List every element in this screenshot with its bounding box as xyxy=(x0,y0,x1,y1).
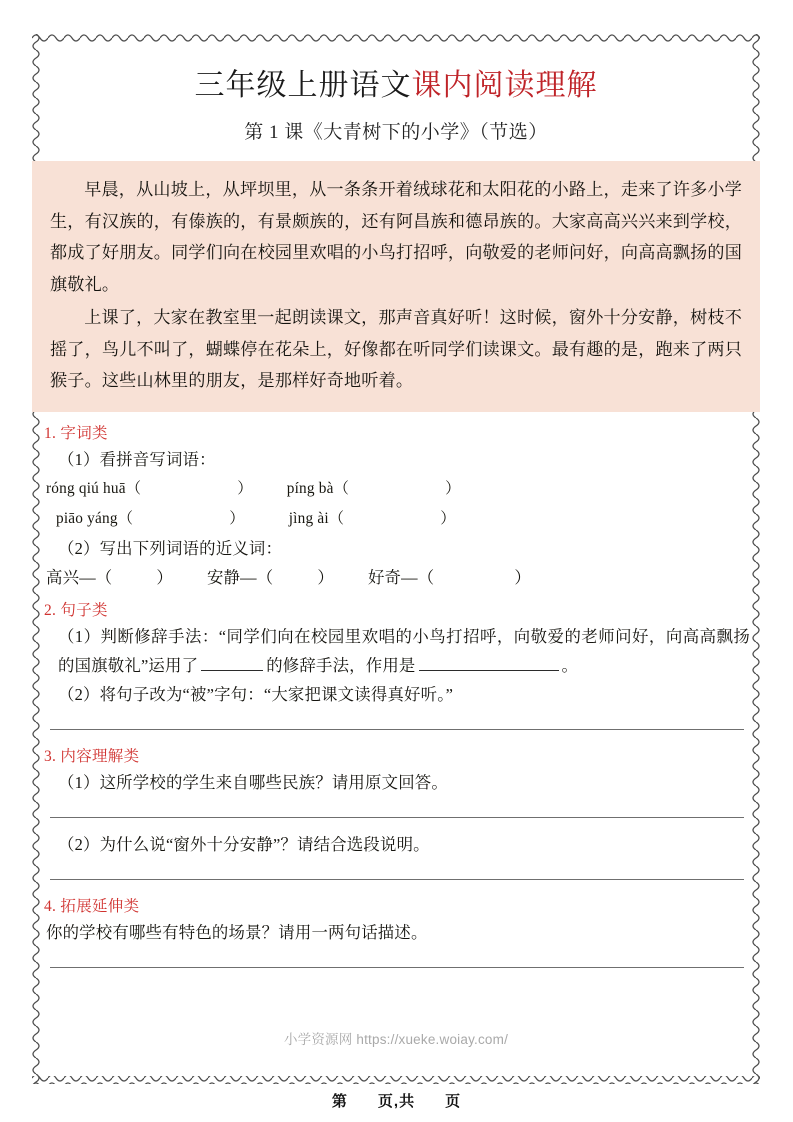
answer-blank-rhetoric-type[interactable] xyxy=(201,655,263,671)
section-heading-3: 3. 内容理解类 xyxy=(44,747,140,765)
question-3-2: （2）为什么说“窗外十分安静”？请结合选段说明。 xyxy=(58,834,430,854)
bracket-open-5: （ xyxy=(95,567,113,587)
synonym-word-1: 高兴 xyxy=(46,567,80,587)
question-1-1-label: （1）看拼音写词语： xyxy=(58,449,216,469)
bracket-open-1: （ xyxy=(125,479,142,497)
bracket-close-2: ） xyxy=(445,479,461,497)
synonym-dash-3: — xyxy=(401,567,418,587)
question-2-2: （2）将句子改为“被”字句：“大家把课文读得真好听。” xyxy=(58,684,454,704)
answer-line-4-1[interactable] xyxy=(50,967,744,968)
pinyin-rongqiuhua: róng qiú huā xyxy=(46,479,126,497)
bracket-open-6: （ xyxy=(256,567,274,587)
section-heading-4: 4. 拓展延伸类 xyxy=(44,897,140,915)
footer-suffix: 页 xyxy=(445,1093,462,1110)
pinyin-jingai: jìng ài xyxy=(288,509,329,527)
answer-line-2-2[interactable] xyxy=(50,729,744,730)
synonym-word-2: 安静 xyxy=(206,567,241,587)
section-comprehension xyxy=(32,746,760,880)
question-2-1-text-a: （1）判断修辞手法：“同学们向在校园里欢唱的小鸟打招呼，向敬爱的老师问好，向高高飘扬的国旗敬礼”运用了 xyxy=(58,626,750,675)
bracket-close-5: ） xyxy=(156,567,173,587)
question-4-1: 你的学校有哪些有特色的场景？请用一两句话描述。 xyxy=(46,922,428,942)
site-watermark: 小学资源网 https://xueke.woiay.com/ xyxy=(283,1032,509,1047)
bracket-close-3: ） xyxy=(229,509,245,527)
footer-prefix: 第 xyxy=(331,1093,348,1110)
title-block xyxy=(32,34,760,144)
page-title-plain: 三年级上册语文 xyxy=(194,69,412,102)
section-heading-1: 1. 字词类 xyxy=(44,424,108,442)
question-2-1-text-c: 。 xyxy=(561,655,579,675)
spacer xyxy=(44,818,750,830)
bracket-close-1: ） xyxy=(237,479,253,497)
passage-paragraph-1: 早晨，从山坡上，从坪坝里，从一条条开着绒球花和太阳花的小路上，走来了许多小学生，有汉族的，有傣族的，有景颇族的，还有阿昌族和德昂族的。大家高高兴兴来到学校，都成了好朋友。同学们向在校园里欢唱的小鸟打招呼，向敬爱的老师问好，向高高飘扬的国旗敬礼。 xyxy=(50,180,742,294)
section-extension xyxy=(32,896,760,968)
bracket-open-3: （ xyxy=(117,509,134,527)
bracket-open-4: （ xyxy=(328,509,345,527)
reading-passage xyxy=(32,161,760,412)
passage-paragraph-2: 上课了，大家在教室里一起朗读课文，那声音真好听！这时候，窗外十分安静，树枝不摇了，鸟儿不叫了，蝴蝶停在花朵上，好像都在听同学们读课文。最有趣的是，跑来了两只猴子。这些山林里的朋友，是那样好奇地听着。 xyxy=(50,308,742,390)
bracket-close-4: ） xyxy=(440,509,456,527)
page-title-accent: 课内阅读理解 xyxy=(411,69,598,102)
synonym-word-3: 好奇 xyxy=(367,567,402,587)
answer-line-3-2[interactable] xyxy=(50,879,744,880)
synonym-row xyxy=(44,563,750,592)
question-2-1 xyxy=(44,622,750,680)
page-number-footer xyxy=(0,1090,793,1111)
question-1-2-label: （2）写出下列词语的近义词： xyxy=(58,538,283,558)
question-3-1: （1）这所学校的学生来自哪些民族？请用原文回答。 xyxy=(58,772,448,792)
section-sentences xyxy=(32,600,760,730)
bracket-close-7: ） xyxy=(514,567,531,587)
pinyin-piaoyang: piāo yáng xyxy=(56,509,118,527)
question-2-1-text-b: 的修辞手法，作用是 xyxy=(266,655,416,675)
footer-middle: 页,共 xyxy=(377,1093,416,1110)
bracket-close-6: ） xyxy=(317,567,334,587)
page-title xyxy=(32,60,760,104)
section-vocabulary xyxy=(32,423,760,592)
bracket-open-2: （ xyxy=(333,479,350,497)
section-heading-2: 2. 句子类 xyxy=(44,601,108,619)
synonym-dash-2: — xyxy=(240,567,257,587)
pinyin-row-1 xyxy=(44,474,750,504)
worksheet-content xyxy=(32,34,760,1084)
synonym-dash-1: — xyxy=(79,567,96,587)
page-subtitle: 第 1 课《大青树下的小学》（节选） xyxy=(244,122,548,143)
pinyin-pingba: píng bà xyxy=(286,479,334,497)
bracket-open-7: （ xyxy=(417,567,435,587)
answer-blank-rhetoric-effect[interactable] xyxy=(419,655,559,671)
pinyin-row-2 xyxy=(44,504,750,534)
